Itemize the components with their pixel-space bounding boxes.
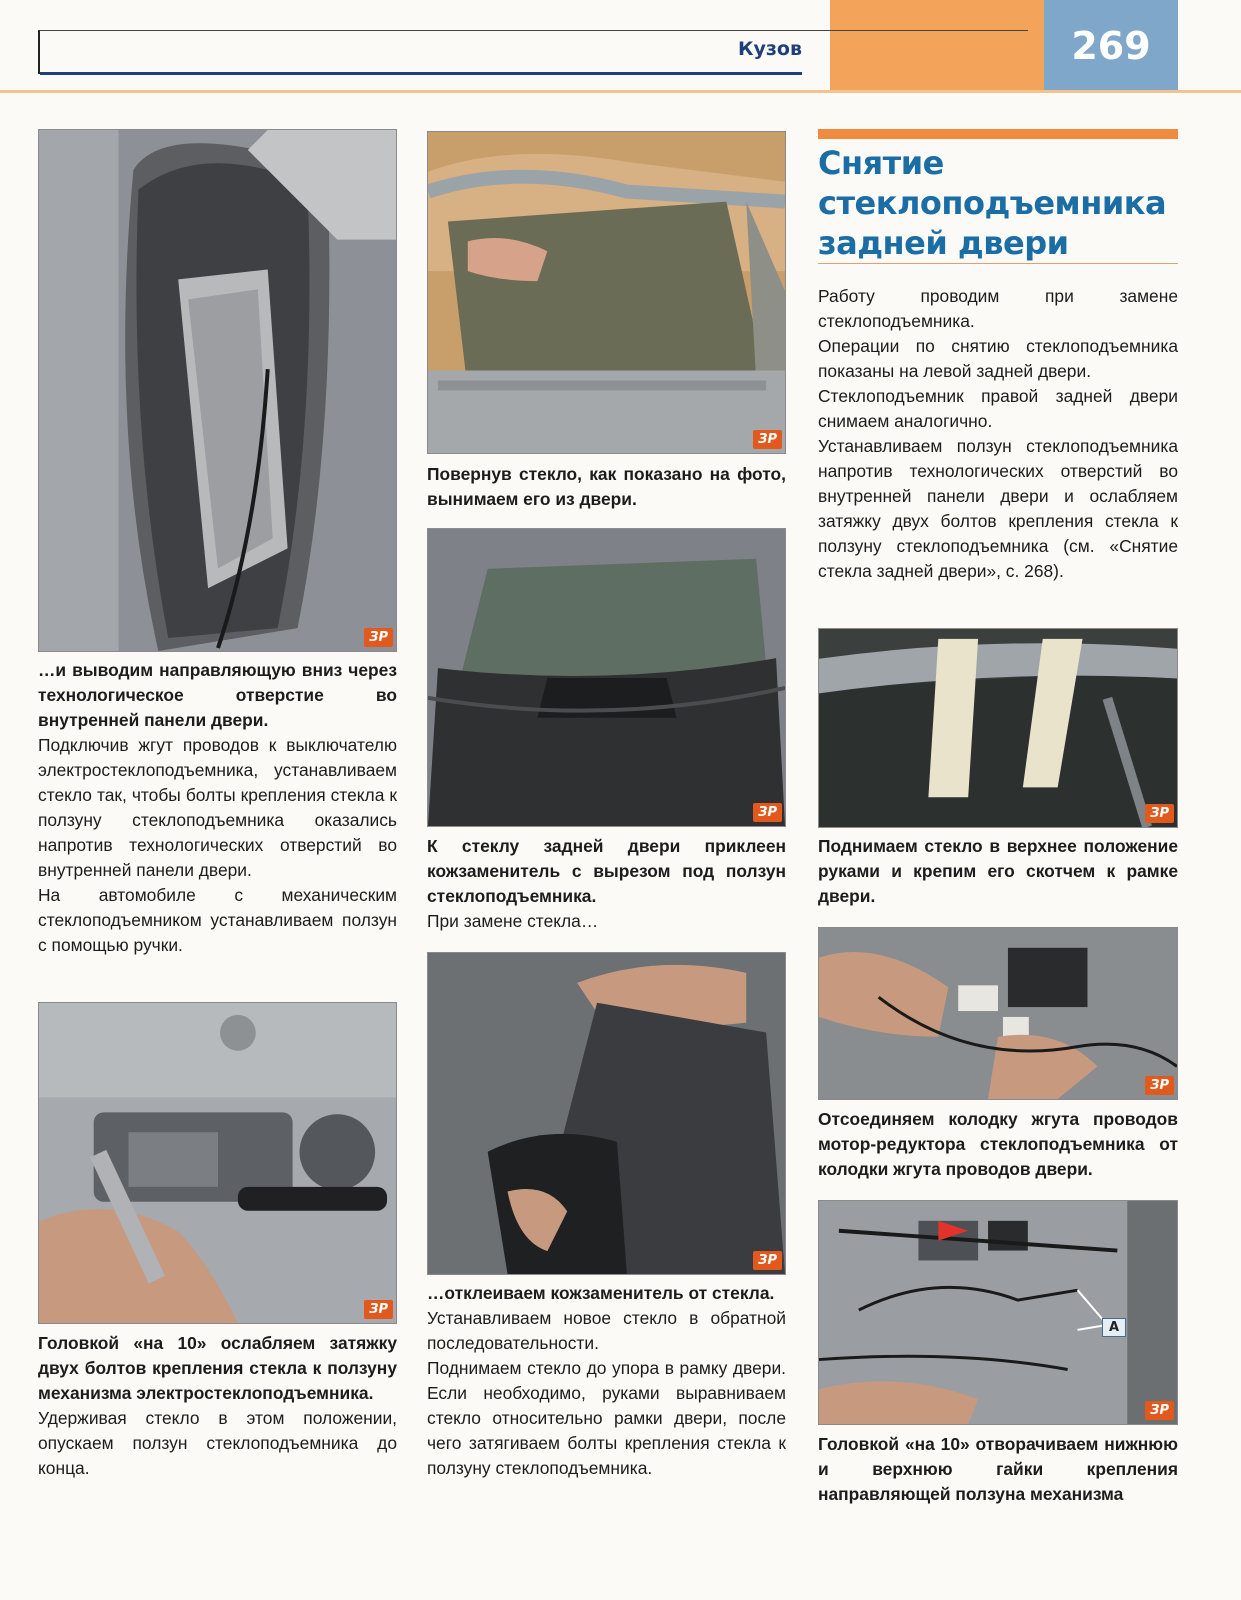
col1-paragraph-3: Удерживая стекло в этом положении, опускаем ползун стеклоподъемника до конца.: [38, 1408, 397, 1478]
publisher-badge: ЗР: [753, 430, 782, 449]
photo-callout-a: A: [1102, 1318, 1126, 1337]
col2-caption-block-1: [427, 462, 786, 512]
col3-paragraph-1: Работу проводим при замене стеклоподъемника.: [818, 286, 1178, 331]
col2-paragraph-1: При замене стекла…: [427, 911, 599, 931]
col1-caption-1: …и выводим направляющую вниз через технологическое отверстие во внутренней панели двери.: [38, 660, 397, 730]
col3-paragraph-2: Операции по снятию стеклоподъемника показаны на левой задней двери.: [818, 336, 1178, 381]
col1-paragraph-2: На автомобиле с механическим стеклоподъемником устанавливаем ползун с помощью ручки.: [38, 885, 397, 955]
col3-caption-1: Поднимаем стекло в верхнее положение руками и крепим его скотчем к рамке двери.: [818, 836, 1178, 906]
col1-text-top: [38, 658, 397, 958]
page-number: 269: [1044, 0, 1178, 90]
photo-glass-leatherette: [427, 528, 786, 827]
col2-caption-3: …отклеиваем кожзаменитель от стекла.: [427, 1283, 775, 1303]
col2-caption-2: К стеклу задней двери приклеен кожзаменитель с вырезом под ползун стеклоподъемника.: [427, 836, 786, 906]
col1-text-bottom: [38, 1331, 397, 1481]
photo-connector-unplug: [818, 927, 1178, 1100]
photo-glass-removal: [427, 131, 786, 454]
photo-glass-taped: [818, 628, 1178, 828]
heading-accent-bar: [818, 129, 1178, 139]
header-divider: [0, 90, 1241, 93]
col2-paragraph-2: Устанавливаем новое стекло в обратной последовательности.: [427, 1308, 786, 1353]
col2-text-middle: [427, 834, 786, 934]
col3-caption-2: Отсоединяем колодку жгута проводов мотор-редуктора стеклоподъемника от колодки жгута проводов двери.: [818, 1109, 1178, 1179]
heading-rule: [818, 263, 1178, 264]
publisher-badge: ЗР: [364, 1300, 393, 1319]
publisher-badge: ЗР: [753, 803, 782, 822]
col2-paragraph-3: Поднимаем стекло до упора в рамку двери. Если необходимо, руками выравниваем стекло относительно рамки двери, после чего затягиваем болты крепления стекла к ползуну стеклоподъемника.: [427, 1358, 786, 1478]
header-frame: [38, 30, 1028, 74]
publisher-badge: ЗР: [1145, 1401, 1174, 1420]
col3-intro: [818, 284, 1178, 584]
section-heading: Снятие стеклоподъемника задней двери: [818, 144, 1167, 262]
col1-paragraph-1: Подключив жгут проводов к выключателю электростеклоподъемника, устанавливаем стекло так, чтобы болты крепления стекла к ползуну стеклоподъемника оказались напротив технологических отверстий во внутренней панели двери.: [38, 735, 397, 880]
publisher-badge: ЗР: [1145, 804, 1174, 823]
photo-guide-hole: [38, 129, 397, 652]
photo-peeling-leatherette: [427, 952, 786, 1275]
col2-text-bottom: [427, 1281, 786, 1481]
photo-guide-nuts: [818, 1200, 1178, 1425]
publisher-badge: ЗР: [753, 1251, 782, 1270]
section-title: Кузов: [737, 38, 802, 60]
col3-caption-block-1: [818, 834, 1178, 909]
col3-caption-3: Головкой «на 10» отворачиваем нижнюю и верхнюю гайки крепления направляющей ползуна механизма: [818, 1434, 1178, 1504]
col3-paragraph-4: Устанавливаем ползун стеклоподъемника напротив технологических отверстий во внутренней панели двери и ослабляем затяжку двух болтов крепления стекла к ползуну стеклоподъемника (см. «Снятие стекла задней двери», с. 268).: [818, 436, 1178, 581]
col3-paragraph-3: Стеклоподъемник правой задней двери снимаем аналогично.: [818, 386, 1178, 431]
col3-caption-block-3: [818, 1432, 1178, 1507]
publisher-badge: ЗР: [1145, 1076, 1174, 1095]
col1-caption-2: Головкой «на 10» ослабляем затяжку двух болтов крепления стекла к ползуну механизма электростеклоподъемника.: [38, 1333, 397, 1403]
photo-bolt-loosening: [38, 1002, 397, 1324]
col2-caption-1: Повернув стекло, как показано на фото, вынимаем его из двери.: [427, 464, 786, 509]
header-rule: [40, 72, 802, 75]
publisher-badge: ЗР: [364, 628, 393, 647]
col3-caption-block-2: [818, 1107, 1178, 1182]
